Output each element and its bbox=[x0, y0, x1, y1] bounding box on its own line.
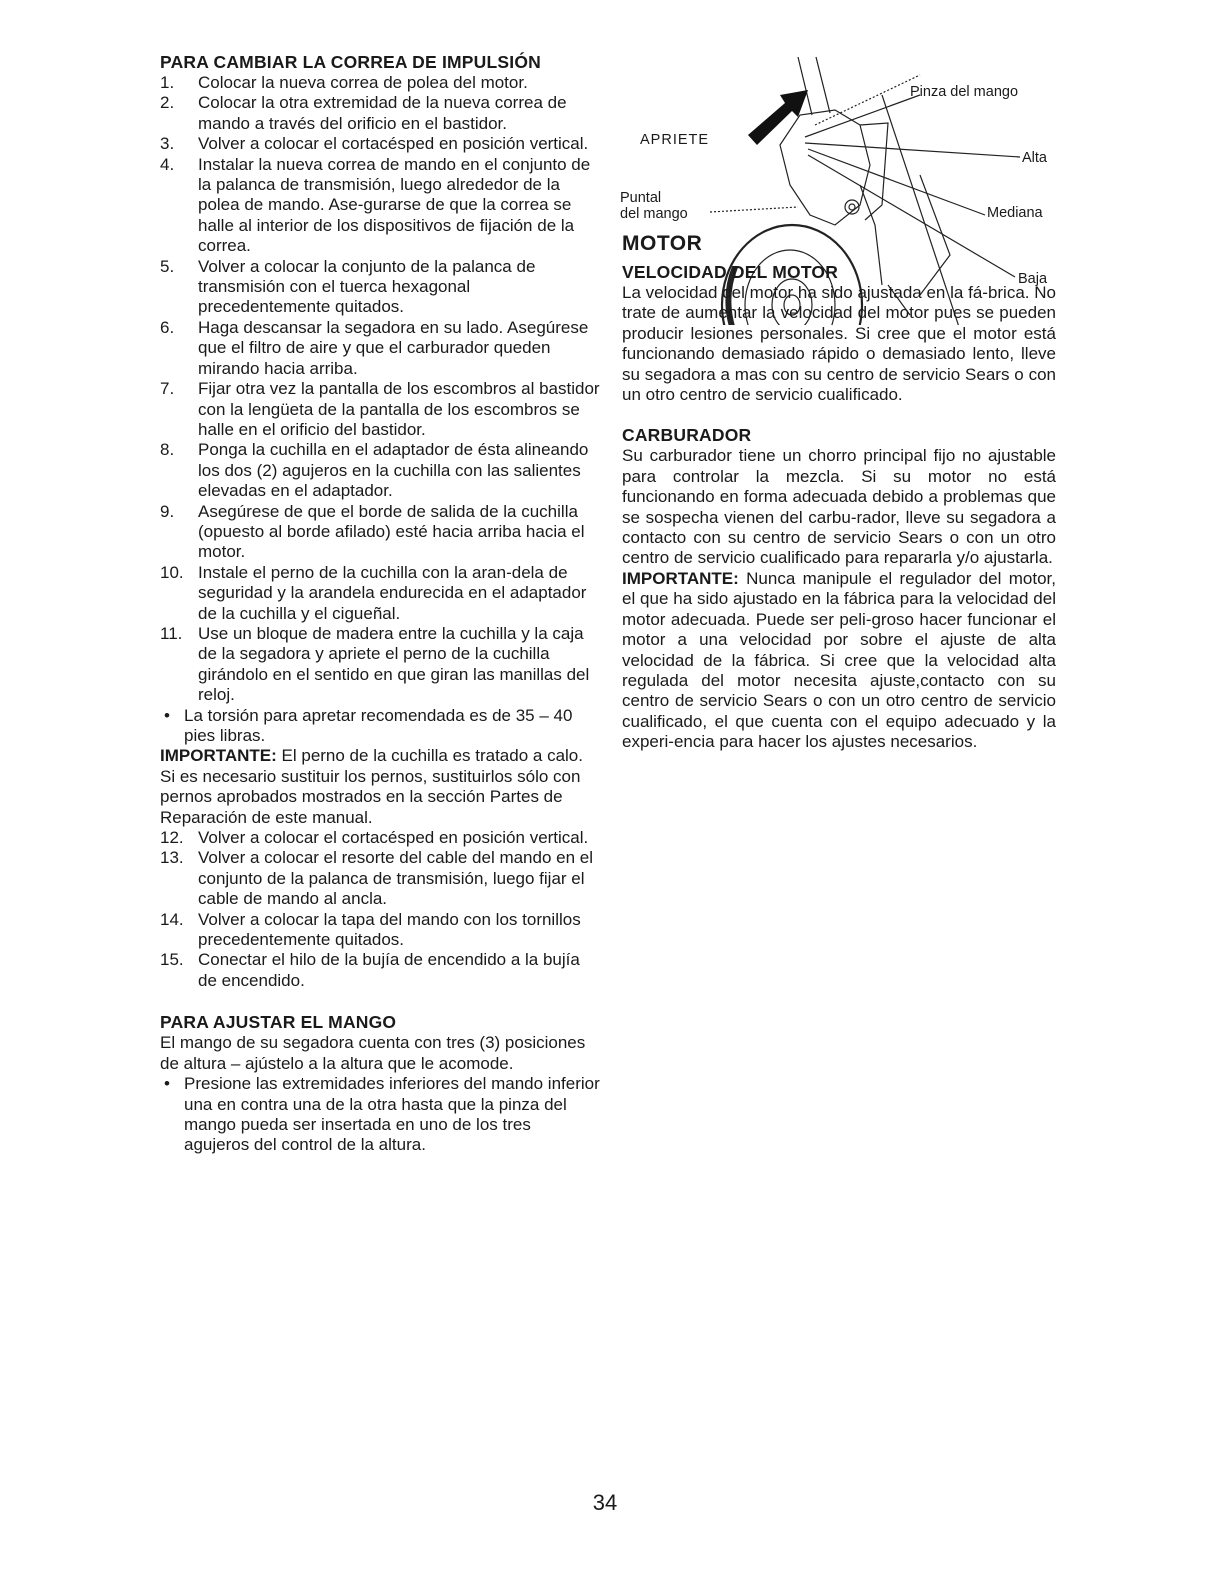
importante-note-left bbox=[160, 746, 600, 828]
list-item bbox=[160, 318, 600, 379]
steps-list-b bbox=[160, 828, 600, 991]
importante-text: El perno de la cuchilla es tratado a calo. Si es necesario sustituir los pernos, sustituirlos sólo con pernos aprobados mostrados en la sección Partes de Reparación de este manual. bbox=[160, 746, 583, 827]
label-baja: Baja bbox=[1018, 271, 1048, 287]
list-item bbox=[160, 848, 600, 909]
list-item bbox=[160, 134, 600, 154]
step-text: Fijar otra vez la pantalla de los escombros al bastidor con la lengüeta de la pantalla de los escombros se halle en el orificio del bastidor. bbox=[198, 379, 600, 439]
step-text: Volver a colocar el resorte del cable del mando en el conjunto de la palanca de transmisión, luego fijar el cable de mando al ancla. bbox=[198, 848, 594, 909]
step-text: Conectar el hilo de la bujía de encendido a la bujía de encendido. bbox=[198, 950, 580, 990]
left-column bbox=[160, 52, 600, 1156]
list-item bbox=[160, 950, 600, 991]
torsion-bullet bbox=[160, 706, 600, 747]
step-text: Asegúrese de que el borde de salida de la cuchilla (opuesto al borde afilado) esté hacia arriba hacia el motor. bbox=[198, 501, 585, 562]
list-item bbox=[160, 563, 600, 624]
list-item bbox=[160, 440, 600, 501]
step-text: Volver a colocar la tapa del mando con los tornillos precedentemente quitados. bbox=[198, 909, 581, 950]
step-text: Colocar la otra extremidad de la nueva correa de mando a través del orificio en el bastidor. bbox=[198, 93, 567, 133]
list-item bbox=[160, 257, 600, 318]
list-item bbox=[160, 155, 600, 257]
step-text: Ponga la cuchilla en el adaptador de ésta alineando los dos (2) agujeros en la cuchilla con las salientes elevadas en el adaptador. bbox=[198, 440, 589, 501]
label-alta: Alta bbox=[1022, 150, 1047, 166]
importante-label: IMPORTANTE: bbox=[622, 568, 739, 588]
label-puntal-2: del mango bbox=[620, 206, 688, 222]
importante-label: IMPORTANTE: bbox=[160, 746, 277, 766]
list-item bbox=[160, 624, 600, 706]
step-number: 5. bbox=[160, 256, 175, 276]
list-item bbox=[160, 828, 600, 848]
step-text: Use un bloque de madera entre la cuchilla y la caja de la segadora y apriete el perno de la cuchilla girándolo en el sentido en que giran las manillas del reloj. bbox=[198, 623, 590, 705]
step-number: 3. bbox=[160, 134, 175, 154]
mango-bullet bbox=[160, 1074, 600, 1156]
bullet-icon: • bbox=[164, 705, 170, 725]
step-text: Colocar la nueva correa de polea del motor. bbox=[198, 73, 528, 92]
importante-text: Nunca manipule el regulador del motor, el que ha sido ajustado en la fábrica para la velocidad del motor adecuada. Puede ser peli-groso hacer funcionar el motor a una velocidad por sobre el ajuste de alta velocidad de la fábrica. Si cree que la velocidad alta regulada del motor necesita ajuste,contacto con su centro de servicio Sears o con un otro centro de servicio cualificado, el que cuenta con el equipo adecuado y la experi-encia para hacer los ajustes necesarios. bbox=[622, 568, 1056, 752]
step-text: Volver a colocar el cortacésped en posición vertical. bbox=[198, 828, 589, 848]
step-text: Volver a colocar la conjunto de la palanca de transmisión con el tuerca hexagonal precedentemente quitados. bbox=[198, 256, 536, 317]
step-number: 11. bbox=[160, 623, 183, 643]
step-number: 8. bbox=[160, 440, 175, 460]
step-number: 1. bbox=[160, 73, 175, 92]
step-text: Volver a colocar el cortacésped en posición vertical. bbox=[198, 134, 589, 154]
mango-bullet-text: Presione las extremidades inferiores del mando inferior una en contra una de la otra hasta que la pinza del mango pueda ser insertada en uno de los tres agujeros del control de la altura. bbox=[184, 1074, 600, 1155]
step-number: 6. bbox=[160, 317, 175, 337]
step-text: Haga descansar la segadora en su lado. Asegúrese que el filtro de aire y que el carburador queden mirando hacia arriba. bbox=[198, 317, 589, 378]
label-pinza: Pinza del mango bbox=[910, 84, 1019, 100]
bullet-icon: • bbox=[164, 1074, 170, 1094]
spacer bbox=[160, 991, 600, 1012]
step-number: 14. bbox=[160, 909, 184, 929]
step-number: 4. bbox=[160, 154, 175, 174]
right-column bbox=[622, 232, 1056, 753]
importante-note-right bbox=[622, 569, 1056, 753]
step-number: 7. bbox=[160, 379, 175, 399]
steps-list-a bbox=[160, 73, 600, 706]
handle-tube-line bbox=[816, 57, 830, 113]
step-number: 2. bbox=[160, 93, 175, 113]
step-number: 15. bbox=[160, 950, 184, 970]
list-item bbox=[160, 93, 600, 134]
torsion-text: La torsión para apretar recomendada es de 35 – 40 pies libras. bbox=[184, 705, 573, 745]
section-title-correa: PARA CAMBIAR LA CORREA DE IMPULSIÓN bbox=[160, 52, 541, 72]
spacer bbox=[622, 405, 1056, 425]
velocidad-paragraph: La velocidad del motor ha sido ajustada en la fá-brica. No trate de aumentar la velocidad del motor pues se pueden producir lesiones personales. Si cree que el motor está funcionando demasiado rápido o demasiado lento, lleve su segadora a mas con su centro de servicio Sears o con un otro centro de servicio cualificado. bbox=[622, 283, 1056, 405]
label-puntal-1: Puntal bbox=[620, 190, 662, 206]
step-number: 12. bbox=[160, 828, 184, 848]
step-number: 13. bbox=[160, 848, 184, 868]
section-title-velocidad: VELOCIDAD DEL MOTOR bbox=[622, 262, 839, 282]
list-item bbox=[160, 910, 600, 951]
carburador-paragraph: Su carburador tiene un chorro principal fijo no ajustable para controlar la mezcla. Si su motor no está funcionando en forma adecuada debido a problemas que se sospecha vienen del carbu-rador, lleve su segadora a contacto con su centro de servicio Sears o con un otro centro de servicio cualificado para repararla y/o ajustarla. bbox=[622, 446, 1056, 568]
step-number: 10. bbox=[160, 562, 184, 582]
page-number: 34 bbox=[592, 1490, 618, 1515]
list-item bbox=[160, 73, 600, 93]
list-item bbox=[160, 379, 600, 440]
section-title-mango: PARA AJUSTAR EL MANGO bbox=[160, 1012, 397, 1033]
label-apriete: APRIETE bbox=[640, 132, 710, 148]
section-title-carburador: CARBURADOR bbox=[622, 425, 752, 446]
step-number: 9. bbox=[160, 501, 175, 521]
label-mediana: Mediana bbox=[987, 205, 1043, 221]
section-title-motor: MOTOR bbox=[622, 232, 703, 255]
step-text: Instale el perno de la cuchilla con la aran-dela de seguridad y la arandela endurecida en el adaptador de la cuchilla y el cigueñal. bbox=[198, 562, 587, 623]
step-text: Instalar la nueva correa de mando en el conjunto de la palanca de transmisión, luego alrededor de la polea de mando. Ase-gurarse de que la correa se halle al interior de los dispositivos de fijación de la correa. bbox=[198, 154, 591, 256]
mango-paragraph: El mango de su segadora cuenta con tres (3) posiciones de altura – ajústelo a la altura que le acomode. bbox=[160, 1033, 586, 1073]
list-item bbox=[160, 502, 600, 563]
